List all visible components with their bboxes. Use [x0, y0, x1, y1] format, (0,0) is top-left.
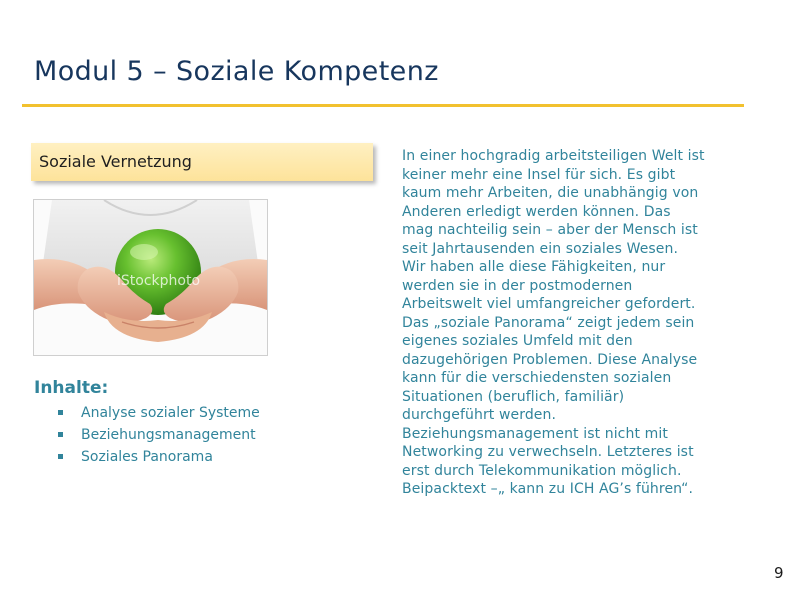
- body-line: seit Jahrtausenden ein soziales Wesen.: [402, 240, 679, 257]
- square-bullet-icon: [58, 410, 63, 415]
- body-line: durchgeführt werden.: [402, 407, 557, 423]
- body-line: Beipacktext –„ kann zu ICH AG’s führen“.: [402, 481, 694, 497]
- body-paragraph: [402, 147, 747, 499]
- title-divider: [22, 104, 744, 107]
- body-line: Das „soziale Panorama“ zeigt jedem sein: [402, 314, 695, 331]
- body-line: eigenes soziales Umfeld mit den: [402, 333, 633, 349]
- body-line: Situationen (beruflich, familiär): [402, 388, 625, 405]
- body-line: Anderen erledigt werden können. Das: [402, 203, 671, 220]
- body-line: Networking zu verwechseln. Letzteres ist: [402, 444, 694, 460]
- square-bullet-icon: [58, 454, 63, 459]
- body-line: mag nachteilig sein – aber der Mensch ist: [402, 222, 698, 238]
- square-bullet-icon: [58, 432, 63, 437]
- contents-list-item: [56, 425, 260, 447]
- contents-list-item: [56, 447, 260, 469]
- body-line: werden sie in der postmodernen: [402, 277, 633, 294]
- contents-list-item: [56, 403, 260, 425]
- body-line: kaum mehr Arbeiten, die unabhängig von: [402, 185, 699, 201]
- contents-item-label: Beziehungsmanagement: [81, 427, 256, 443]
- body-line: dazugehörigen Problemen. Diese Analyse: [402, 351, 698, 368]
- body-line: erst durch Telekommunikation möglich.: [402, 462, 682, 479]
- contents-item-label: Soziales Panorama: [81, 449, 213, 465]
- body-line: kann für die verschiedensten sozialen: [402, 370, 672, 386]
- photo-watermark: iStockphoto: [117, 273, 201, 289]
- body-line: Beziehungsmanagement ist nicht mit: [402, 425, 668, 442]
- body-line: Wir haben alle diese Fähigkeiten, nur: [402, 259, 666, 275]
- body-line: keiner mehr eine Insel für sich. Es gibt: [402, 166, 676, 183]
- contents-heading: Inhalte:: [34, 378, 109, 398]
- section-header-label: Soziale Vernetzung: [39, 152, 192, 171]
- section-header-box: [31, 143, 373, 181]
- body-line: Arbeitswelt viel umfangreicher gefordert.: [402, 296, 696, 312]
- hands-holding-globe-photo: [33, 199, 268, 356]
- body-line: In einer hochgradig arbeitsteiligen Welt ist: [402, 148, 705, 164]
- contents-list: [56, 403, 260, 469]
- contents-item-label: Analyse sozialer Systeme: [81, 405, 260, 421]
- page-number: 9: [774, 564, 784, 582]
- slide-title: Modul 5 – Soziale Kompetenz: [34, 56, 439, 87]
